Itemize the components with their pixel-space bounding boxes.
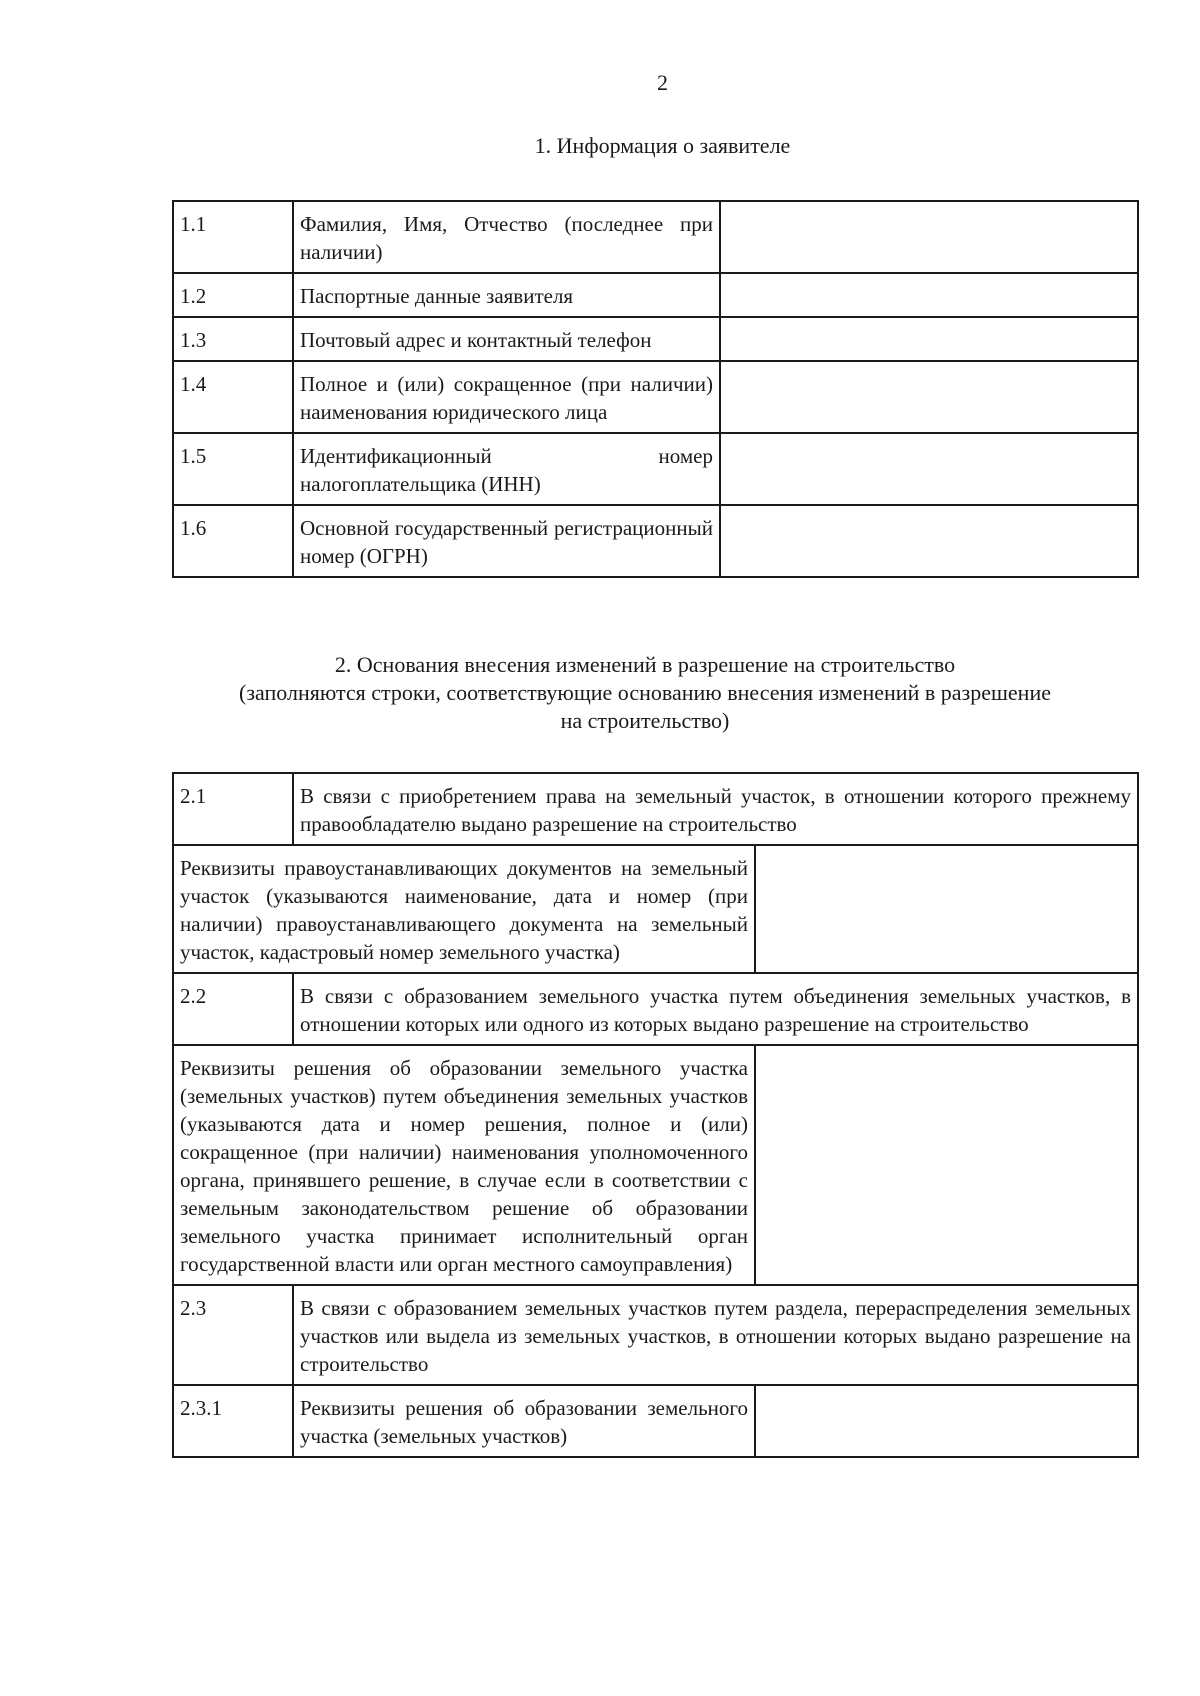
table-row xyxy=(173,973,1138,1045)
row-number: 1.6 xyxy=(173,505,293,577)
section-2-title xyxy=(0,651,1200,735)
table-row xyxy=(173,317,1138,361)
section-1-title: 1. Информация о заявителе xyxy=(534,133,791,158)
value-cell[interactable] xyxy=(755,1385,1138,1457)
ground-description: В связи с образованием земельных участков путем раздела, перераспределения земельных участков или выдела из земельных участков, в отношении которых выдано разрешение на строительство xyxy=(293,1285,1138,1385)
section-2-title-line2: (заполняются строки, соответствующие основанию внесения изменений в разрешение xyxy=(239,680,1051,705)
value-cell[interactable] xyxy=(720,433,1138,505)
row-label: Почтовый адрес и контактный телефон xyxy=(293,317,720,361)
table-row xyxy=(173,361,1138,433)
table-row xyxy=(173,273,1138,317)
value-cell[interactable] xyxy=(720,361,1138,433)
applicant-info-table xyxy=(172,200,1139,578)
ground-description: В связи с образованием земельного участка путем объединения земельных участков, в отношении которых или одного из которых выдано разрешение на строительство xyxy=(293,973,1138,1045)
table-row xyxy=(173,845,1138,973)
row-label: Полное и (или) сокращенное (при наличии) наименования юридического лица xyxy=(293,361,720,433)
table-row xyxy=(173,773,1138,845)
table-row xyxy=(173,201,1138,273)
row-number: 1.1 xyxy=(173,201,293,273)
row-number: 2.2 xyxy=(173,973,293,1045)
row-label: Фамилия, Имя, Отчество (последнее при наличии) xyxy=(293,201,720,273)
row-number: 2.3 xyxy=(173,1285,293,1385)
row-number: 1.5 xyxy=(173,433,293,505)
value-cell[interactable] xyxy=(720,201,1138,273)
row-label: Основной государственный регистрационный номер (ОГРН) xyxy=(293,505,720,577)
table-row xyxy=(173,1045,1138,1285)
row-number: 1.4 xyxy=(173,361,293,433)
value-cell[interactable] xyxy=(720,505,1138,577)
row-number: 2.3.1 xyxy=(173,1385,293,1457)
row-label: Паспортные данные заявителя xyxy=(293,273,720,317)
value-cell[interactable] xyxy=(720,273,1138,317)
ground-description: В связи с приобретением права на земельный участок, в отношении которого прежнему правообладателю выдано разрешение на строительство xyxy=(293,773,1138,845)
value-cell[interactable] xyxy=(720,317,1138,361)
section-2-title-line1: 2. Основания внесения изменений в разрешение на строительство xyxy=(334,652,956,677)
row-number: 1.2 xyxy=(173,273,293,317)
requisites-label: Реквизиты правоустанавливающих документов на земельный участок (указываются наименование, дата и номер (при наличии) правоустанавливающего документа на земельный участок, кадастровый номер земельного участка) xyxy=(173,845,755,973)
table-row xyxy=(173,505,1138,577)
requisites-label: Реквизиты решения об образовании земельного участка (земельных участков) путем объединения земельных участков (указываются дата и номер решения, полное и (или) сокращенное (при наличии) наименования уполномоченного органа, принявшего решение, в случае если в соответствии с земельным законодательством решение об образовании земельного участка принимает исполнительный орган государственной власти или орган местного самоуправления) xyxy=(173,1045,755,1285)
value-cell[interactable] xyxy=(755,1045,1138,1285)
table-row xyxy=(173,1285,1138,1385)
row-number: 2.1 xyxy=(173,773,293,845)
page-number: 2 xyxy=(657,70,668,95)
requisites-label: Реквизиты решения об образовании земельного участка (земельных участков) xyxy=(293,1385,755,1457)
table-row xyxy=(173,433,1138,505)
grounds-table xyxy=(172,772,1139,1458)
section-2-title-line3: на строительство) xyxy=(560,708,730,733)
table-row xyxy=(173,1385,1138,1457)
row-number: 1.3 xyxy=(173,317,293,361)
value-cell[interactable] xyxy=(755,845,1138,973)
row-label: Идентификационный номер налогоплательщика (ИНН) xyxy=(293,433,720,505)
